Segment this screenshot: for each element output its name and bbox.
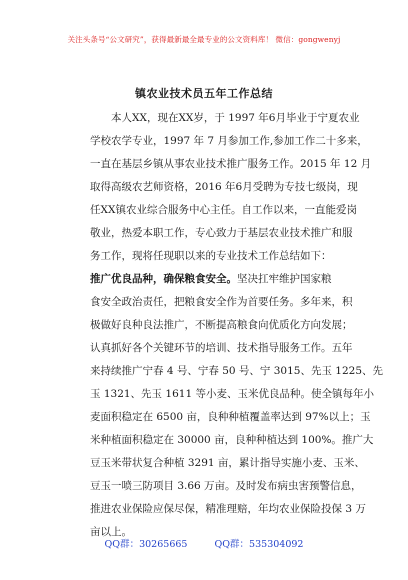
body-line: 极做好良种良法推广，不断提高粮食向优质化方向发展； xyxy=(90,319,353,331)
body-line: 食安全政治责任，把粮食安全作为首要任务。多年来，积 xyxy=(90,296,353,308)
footer-qq-group-1: QQ群：30265665 xyxy=(104,539,188,550)
body-line: 一直在基层乡镇从事农业技术推广服务工作。2015 年 12 月 xyxy=(90,158,372,170)
header-note: 关注头条号“公文研究”，获得最新最全最专业的公文资料库！ 微信：gongwenyj xyxy=(67,35,341,44)
document-body xyxy=(90,107,384,544)
body-line: 本人XX，现在XX岁，于 1997 年6月毕业于宁夏农业 xyxy=(111,112,360,124)
body-line: 认真抓好各个关键环节的培训、技术指导服务工作。五年 xyxy=(90,342,353,354)
body-line: 取得高级农艺师资格，2016 年6月受聘为专技七级岗，现 xyxy=(90,181,358,193)
body-line: 亩以上。 xyxy=(90,526,132,538)
section-line-rest: 坚决扛牢维护国家粮 xyxy=(237,273,332,285)
section-heading: 推广优良品种，确保粮食安全。 xyxy=(90,273,237,285)
body-line: 务工作，现将任现职以来的专业技术工作总结如下： xyxy=(90,250,332,262)
body-line: 玉 1321、先玉 1611 等小麦、玉米优良品种。使全镇每年小 xyxy=(90,388,374,400)
body-line: 米种植面积稳定在 30000 亩，良种种植达到 100%。推广大 xyxy=(90,434,374,446)
body-line: 敬业，热爱本职工作，专心致力于基层农业技术推广和服 xyxy=(90,227,353,239)
section-line xyxy=(90,268,352,291)
footer xyxy=(0,536,408,550)
body-line: 麦面积稳定在 6500 亩，良种种植覆盖率达到 97%以上；玉 xyxy=(90,411,371,423)
body-line: 豆玉米带状复合种植 3291 亩，累计指导实施小麦、玉米、 xyxy=(90,457,365,469)
footer-qq-group-2: QQ群：535304092 xyxy=(214,539,304,550)
body-line: 推进农业保险应保尽保，精准理赔，年均农业保险投保 3 万 xyxy=(90,503,366,515)
body-line: 豆玉一喷三防项目 3.66 万亩。及时发布病虫害预警信息， xyxy=(90,480,362,492)
document-title: 镇农业技术员五年工作总结 xyxy=(135,87,273,100)
body-line: 学校农学专业，1997 年 7 月参加工作,参加工作二十多来， xyxy=(90,135,368,147)
body-line: 来持续推广宁春 4 号、宁春 50 号、宁 3015、先玉 1225、先 xyxy=(90,365,384,377)
body-line: 任XX镇农业综合服务中心主任。自工作以来，一直能爱岗 xyxy=(90,204,357,216)
